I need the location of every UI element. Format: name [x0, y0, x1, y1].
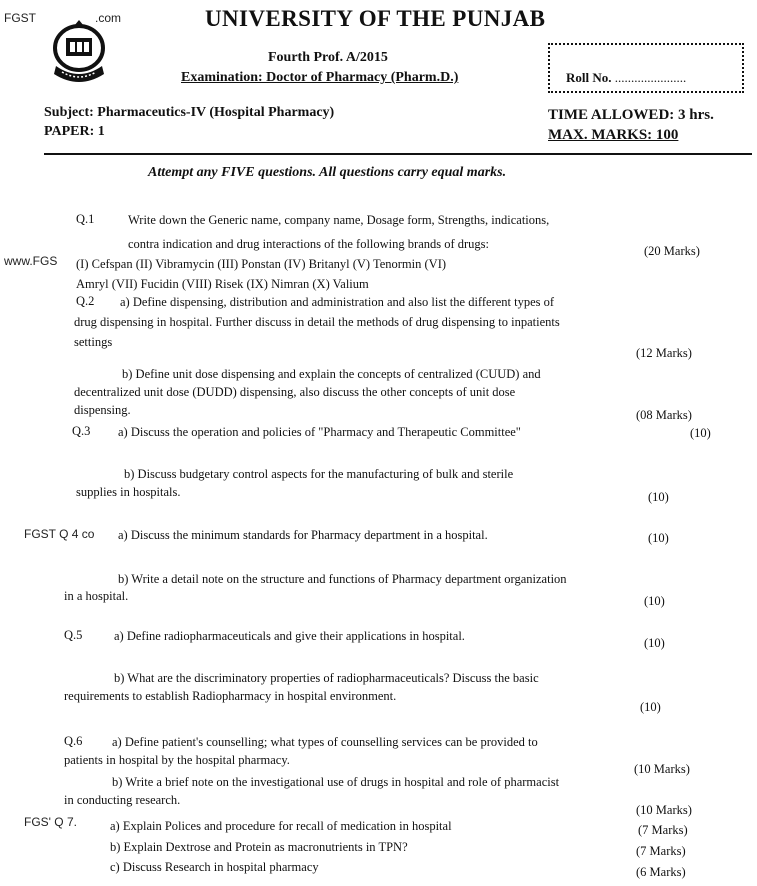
q4-label: FGST Q 4 co [24, 527, 95, 541]
q4b-line-2: in a hospital. [64, 589, 129, 603]
q3b-marks: (10) [648, 490, 669, 504]
q6b-line-2: in conducting research. [64, 793, 181, 807]
q2b-line-2: decentralized unit dose (DUDD) dispensing, also discuss the other concepts of unit dose [74, 385, 516, 399]
q7-label: FGS' Q 7. [24, 815, 77, 829]
instruction: Attempt any FIVE questions. All questions carry equal marks. [148, 165, 507, 180]
exam-session: Fourth Prof. A/2015 [268, 50, 388, 65]
watermark-top-tail: .com [95, 11, 122, 25]
roll-label: Roll No. [566, 70, 612, 85]
q5-number: Q.5 [64, 628, 83, 642]
q4a-marks: (10) [648, 531, 669, 545]
q3a-marks: (10) [690, 426, 711, 440]
q6a-marks: (10 Marks) [634, 762, 690, 776]
watermark-top: FGST [4, 11, 36, 25]
q2b-line-1: b) Define unit dose dispensing and explain the concepts of centralized (CUUD) and [122, 367, 541, 381]
q7c-marks: (6 Marks) [636, 865, 686, 879]
q3a-text: a) Discuss the operation and policies of "Pharmacy and Therapeutic Committee" [118, 425, 521, 439]
q2a-line-2: drug dispensing in hospital. Further discuss in detail the methods of drug dispensing to inpatients [74, 315, 560, 329]
examination-title: Examination: Doctor of Pharmacy (Pharm.D.) [181, 70, 459, 85]
university-title: UNIVERSITY OF THE PUNJAB [205, 6, 546, 31]
q1-marks: (20 Marks) [644, 244, 700, 258]
q6b-line-1: b) Write a brief note on the investigational use of drugs in hospital and role of pharmacist [112, 775, 560, 789]
q3b-line-2: supplies in hospitals. [76, 485, 181, 499]
q7c-text: c) Discuss Research in hospital pharmacy [110, 860, 319, 874]
roll-number-field[interactable]: ...................... [614, 70, 687, 85]
q3-number: Q.3 [72, 424, 91, 438]
q2b-marks: (08 Marks) [636, 408, 692, 422]
header-divider [44, 153, 752, 155]
max-marks: MAX. MARKS: 100 [548, 127, 679, 143]
subject-line: Subject: Pharmaceutics-IV (Hospital Pharmacy) [44, 105, 335, 120]
q7b-marks: (7 Marks) [636, 844, 686, 858]
q5b-marks: (10) [640, 700, 661, 714]
time-allowed: TIME ALLOWED: 3 hrs. [548, 107, 714, 123]
q3b-line-1: b) Discuss budgetary control aspects for the manufacturing of bulk and sterile [124, 467, 514, 481]
q5a-text: a) Define radiopharmaceuticals and give their applications in hospital. [114, 629, 465, 643]
q5a-marks: (10) [644, 636, 665, 650]
q7a-text: a) Explain Polices and procedure for recall of medication in hospital [110, 819, 452, 833]
university-crest-icon [46, 16, 112, 90]
q4b-marks: (10) [644, 594, 665, 608]
q6b-marks: (10 Marks) [636, 803, 692, 817]
q4b-line-1: b) Write a detail note on the structure and functions of Pharmacy department organization [118, 572, 567, 586]
q7a-marks: (7 Marks) [638, 823, 688, 837]
q4a-text: a) Discuss the minimum standards for Pharmacy department in a hospital. [118, 528, 488, 542]
q5b-line-2: requirements to establish Radiopharmacy in hospital environment. [64, 689, 397, 703]
q1-number: Q.1 [76, 212, 95, 226]
q1-line-2: contra indication and drug interactions of the following brands of drugs: [128, 237, 490, 251]
roll-number-box [548, 43, 744, 93]
q1-brands-1: (I) Cefspan (II) Vibramycin (III) Ponstan (IV) Britanyl (V) Tenormin (VI) [76, 257, 447, 271]
q1-brands-2: Amryl (VII) Fucidin (VIII) Risek (IX) Nimran (X) Valium [76, 277, 369, 291]
q2a-line-1: a) Define dispensing, distribution and administration and also list the different types of [120, 295, 555, 309]
paper-line: PAPER: 1 [44, 124, 105, 139]
q7b-text: b) Explain Dextrose and Protein as macronutrients in TPN? [110, 840, 408, 854]
q6a-line-1: a) Define patient's counselling; what types of counselling services can be provided to [112, 735, 538, 749]
q2-number: Q.2 [76, 294, 95, 308]
q2b-line-3: dispensing. [74, 403, 131, 417]
q6a-line-2: patients in hospital by the hospital pharmacy. [64, 753, 290, 767]
q6-number: Q.6 [64, 734, 83, 748]
q2a-marks: (12 Marks) [636, 346, 692, 360]
q1-line-1: Write down the Generic name, company name, Dosage form, Strengths, indications, [128, 213, 550, 227]
q2a-line-3: settings [74, 335, 113, 349]
watermark-mid: www.FGS [4, 254, 58, 268]
q5b-line-1: b) What are the discriminatory properties of radiopharmaceuticals? Discuss the basic [114, 671, 539, 685]
